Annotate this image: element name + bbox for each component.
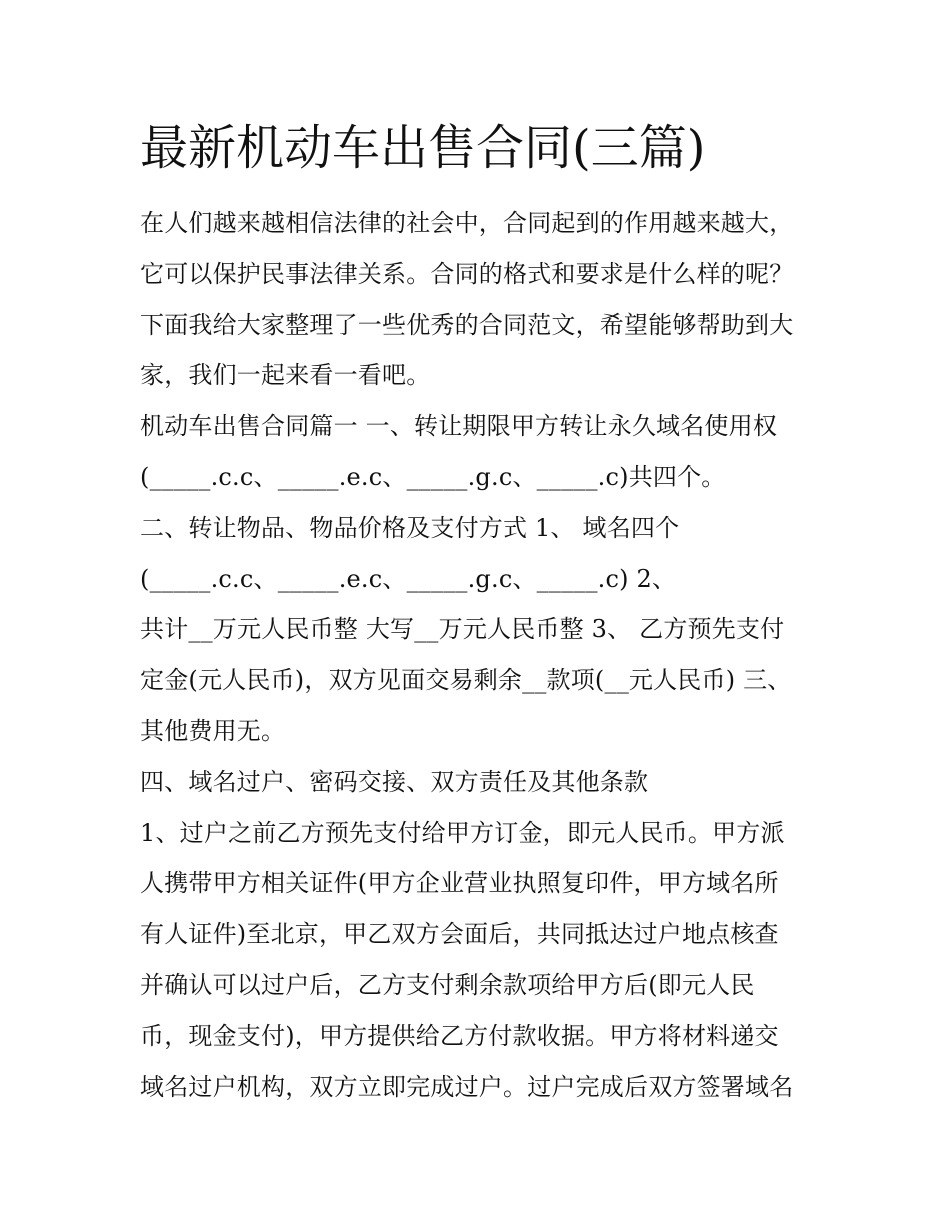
body-line: 币，现金支付)，甲方提供给乙方付款收据。甲方将材料递交 — [140, 1021, 779, 1050]
body-line: (_____.c.c、_____.e.c、_____.g.c、_____.c) 2、 — [140, 564, 677, 593]
body-line: 家，我们一起来看一看吧。 — [140, 361, 431, 390]
body-line: 下面我给大家整理了一些优秀的合同范文，希望能够帮助到大 — [140, 310, 794, 339]
body-line: 并确认可以过户后，乙方支付剩余款项给甲方后(即元人民 — [140, 970, 755, 999]
body-line: 定金(元人民币)，双方见面交易剩余__款项(__元人民币) 三、 — [140, 666, 792, 695]
document-body — [140, 198, 830, 1112]
body-line: 1、过户之前乙方预先支付给甲方订金，即元人民币。甲方派 — [140, 818, 785, 847]
document-title: 最新机动车出售合同(三篇) — [140, 120, 706, 176]
body-line: 人携带甲方相关证件(甲方企业营业执照复印件，甲方域名所 — [140, 869, 779, 898]
body-line: 域名过户机构，双方立即完成过户。过户完成后双方签署域名 — [140, 1072, 794, 1101]
body-line: 有人证件)至北京，甲乙双方会面后，共同抵达过户地点核查 — [140, 920, 779, 949]
body-line: 二、转让物品、物品价格及支付方式 1、 域名四个 — [140, 513, 680, 542]
body-line: 四、域名过户、密码交接、双方责任及其他条款 — [140, 767, 649, 796]
body-line: 其他费用无。 — [140, 716, 286, 745]
body-line: 在人们越来越相信法律的社会中，合同起到的作用越来越大， — [140, 209, 794, 237]
body-line: 它可以保护民事法律关系。合同的格式和要求是什么样的呢？ — [140, 259, 794, 288]
body-line: 共计__万元人民币整 大写__万元人民币整 3、 乙方预先支付 — [140, 615, 785, 644]
body-line: (_____.c.c、_____.e.c、_____.g.c、_____.c)共四个。 — [140, 462, 726, 491]
body-line: 机动车出售合同篇一 一、转让期限甲方转让永久域名使用权 — [140, 412, 778, 441]
